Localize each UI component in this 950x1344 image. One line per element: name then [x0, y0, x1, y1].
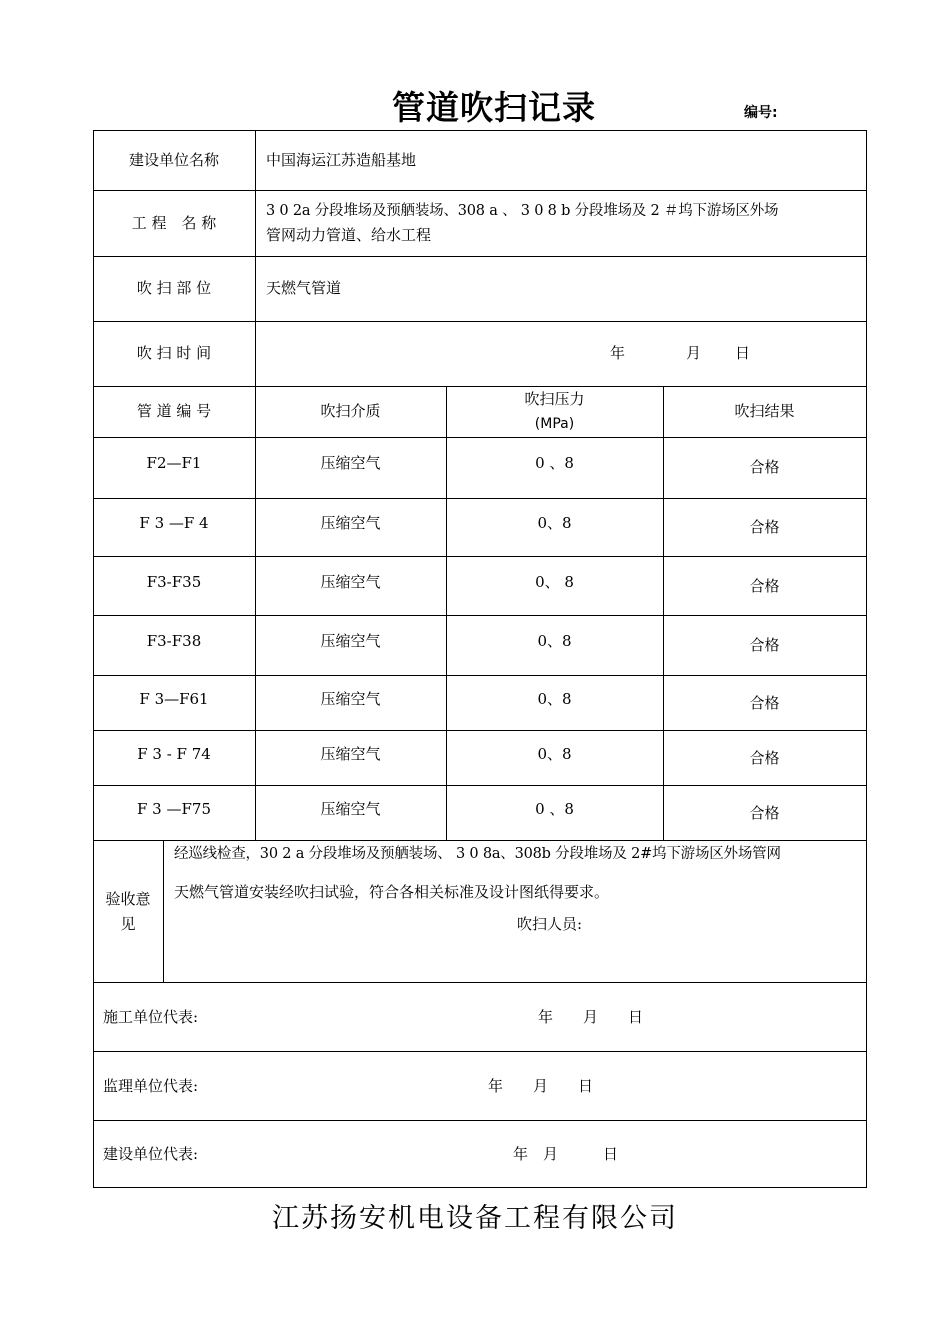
row-divider	[93, 982, 867, 983]
column-divider	[663, 386, 664, 840]
time-month: 月	[686, 344, 702, 362]
purge-medium: 压缩空气	[320, 573, 381, 591]
purge-medium: 压缩空气	[320, 632, 381, 650]
row-divider	[93, 321, 867, 322]
time-label: 吹 扫 时 间	[136, 344, 212, 362]
purge-pressure: 0、8	[537, 745, 572, 763]
header-medium: 吹扫介质	[320, 402, 381, 420]
part-value: 天燃气管道	[266, 279, 342, 297]
row-divider	[93, 190, 867, 191]
table-border-right	[866, 130, 867, 1188]
column-divider	[163, 840, 164, 982]
row-divider	[93, 1120, 867, 1121]
purge-pressure: 0、8	[537, 514, 572, 532]
purge-pressure: 0、 8	[535, 573, 574, 591]
acceptance-label: 验收意	[105, 890, 151, 908]
pipe-number: F2—F1	[146, 454, 202, 472]
purge-result: 合格	[749, 636, 780, 654]
purge-medium: 压缩空气	[320, 454, 381, 472]
pipe-number: F3-F35	[146, 573, 202, 591]
purge-result: 合格	[749, 749, 780, 767]
page-title: 管道吹扫记录	[392, 88, 596, 127]
record-number-label: 编号:	[744, 105, 778, 121]
header-pipe-no: 管 道 编 号	[136, 402, 212, 420]
header-pressure: 吹扫压力	[524, 390, 585, 408]
unit-label: 建设单位名称	[128, 151, 219, 169]
record-table	[93, 130, 867, 1188]
construction-rep-label: 施工单位代表:	[103, 1008, 199, 1026]
row-divider	[93, 840, 867, 841]
purge-result: 合格	[749, 458, 780, 476]
supervision-rep-label: 监理单位代表:	[103, 1077, 199, 1095]
owner-rep-label: 建设单位代表:	[103, 1145, 199, 1163]
purge-result: 合格	[749, 518, 780, 536]
acceptance-text-line2: 天燃气管道安装经吹扫试验，符合各相关标准及设计图纸得要求。	[174, 883, 610, 901]
row-divider	[93, 437, 867, 438]
acceptance-text-line1: 经巡线检查，30 2 a 分段堆场及预舾装场、 3 0 8a、308b 分段堆场及 2#坞下游场区外场管网	[174, 846, 781, 862]
purge-pressure: 0、8	[537, 690, 572, 708]
purge-pressure: 0 、8	[535, 800, 574, 818]
purge-staff-label: 吹扫人员:	[517, 915, 583, 933]
company-name: 江苏扬安机电设备工程有限公司	[272, 1203, 678, 1234]
purge-result: 合格	[749, 694, 780, 712]
row-divider	[93, 675, 867, 676]
purge-medium: 压缩空气	[320, 745, 381, 763]
table-border-top	[93, 130, 867, 131]
row-divider	[93, 615, 867, 616]
time-day: 日	[735, 344, 751, 362]
pipe-number: F 3 - F 74	[137, 745, 211, 763]
project-value-line1: 3 0 2a 分段堆场及预舾装场、308 a 、 3 0 8 b 分段堆场及 2 ＃坞下游场区外场	[266, 203, 779, 219]
purge-result: 合格	[749, 804, 780, 822]
pipe-number: F3-F38	[146, 632, 202, 650]
row-divider	[93, 556, 867, 557]
header-result: 吹扫结果	[734, 402, 795, 420]
purge-medium: 压缩空气	[320, 800, 381, 818]
construction-rep-date: 年 月 日	[538, 1008, 644, 1026]
purge-pressure: 0、8	[537, 632, 572, 650]
pipe-number: F 3 —F 4	[139, 514, 209, 532]
row-divider	[93, 498, 867, 499]
time-year: 年	[610, 344, 626, 362]
supervision-rep-date: 年 月 日	[488, 1077, 594, 1095]
purge-result: 合格	[749, 577, 780, 595]
table-border-bottom	[93, 1187, 867, 1188]
row-divider	[93, 785, 867, 786]
project-label: 工 程 名 称	[131, 214, 217, 232]
row-divider	[93, 386, 867, 387]
project-value-line2: 管网动力管道、给水工程	[266, 226, 432, 244]
column-divider	[255, 130, 256, 840]
header-pressure-unit: (MPa)	[534, 416, 575, 432]
row-divider	[93, 256, 867, 257]
pipe-number: F 3—F61	[139, 690, 209, 708]
row-divider	[93, 1051, 867, 1052]
part-label: 吹 扫 部 位	[136, 279, 212, 297]
purge-medium: 压缩空气	[320, 690, 381, 708]
unit-value: 中国海运江苏造船基地	[266, 151, 417, 169]
purge-pressure: 0 、8	[535, 454, 574, 472]
row-divider	[93, 730, 867, 731]
owner-rep-date: 年 月 日	[513, 1145, 619, 1163]
acceptance-label-cont: 见	[120, 915, 136, 933]
purge-medium: 压缩空气	[320, 514, 381, 532]
pipe-number: F 3 —F75	[137, 800, 211, 818]
